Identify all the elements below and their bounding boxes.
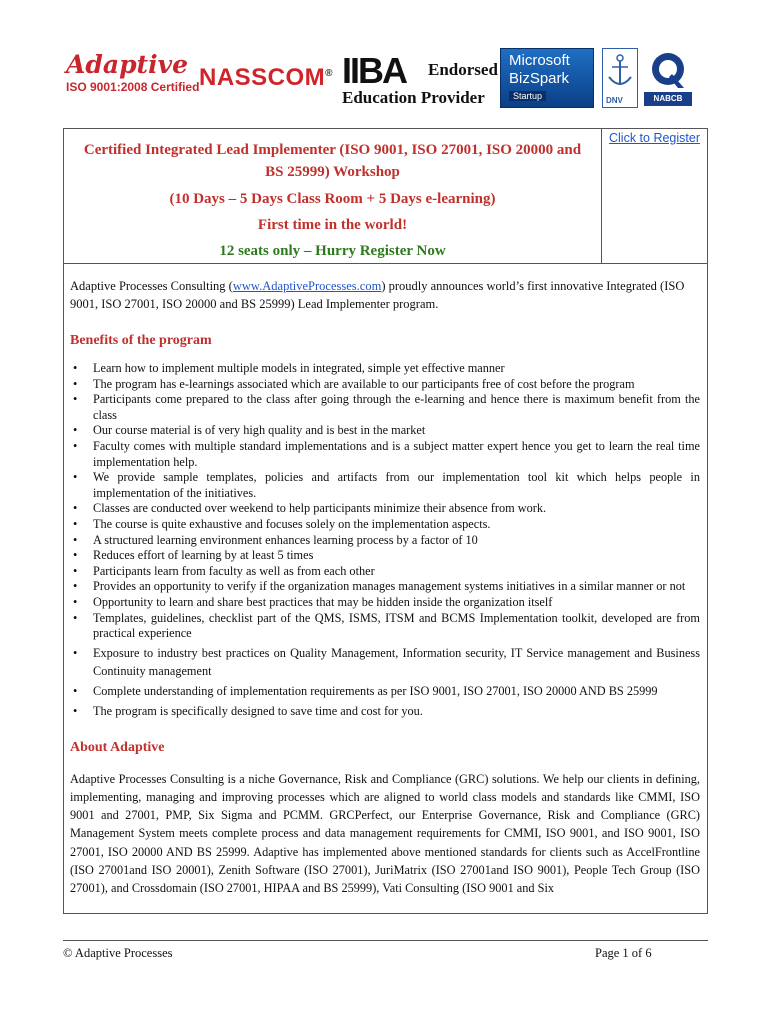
nasscom-logo-text: NASSCOM [199, 64, 326, 91]
benefits-heading: Benefits of the program [70, 333, 212, 348]
about-heading: About Adaptive [70, 739, 165, 755]
footer-copyright: © Adaptive Processes [63, 946, 173, 960]
click-to-register-link[interactable]: Click to Register [609, 131, 700, 145]
list-item: • Participants learn from faculty as well as from each other [70, 564, 700, 580]
announcement-header [64, 129, 707, 264]
adaptive-logo [66, 52, 199, 94]
benefits-list [70, 361, 700, 720]
list-item: • Complete understanding of implementation requirements as per ISO 9001, ISO 27001, ISO 20000 AND BS 25999 [70, 682, 700, 700]
nabcb-logo-label: NABCB [644, 92, 692, 106]
iiba-education-provider-text: Education Provider [342, 88, 485, 107]
list-item: • Faculty comes with multiple standard implementations and is a subject matter expert hence you get to learn the real time implementation help. [70, 439, 700, 470]
nabcb-logo [644, 48, 692, 106]
nabcb-q-icon [644, 48, 692, 92]
announcement-heading [64, 139, 601, 260]
iiba-logo-mark: IIBA [342, 50, 406, 91]
list-item: • Templates, guidelines, checklist part of the QMS, ISMS, ITSM and BCMS Implementation toolkit, developed are from practical experience [70, 611, 700, 642]
logo-strip [64, 44, 704, 114]
first-time-text: First time in the world! [257, 217, 408, 233]
intro-text-after: ) proudly announces world’s first innovative Integrated (ISO 9001, ISO 27001, ISO 20000 and BS 25999) Lead Implementer program. [70, 279, 685, 311]
list-item: • The program is specifically designed to save time and cost for you. [70, 702, 700, 720]
list-item: • Provides an opportunity to verify if the organization manages management systems initiatives in a similar manner or not [70, 579, 700, 595]
nasscom-logo [199, 64, 333, 92]
list-item: • Learn how to implement multiple models in integrated, simple yet effective manner [70, 361, 700, 377]
list-item: • Opportunity to learn and share best practices that may be hidden inside the organization itself [70, 595, 700, 611]
workshop-title: Certified Integrated Lead Implementer (ISO 9001, ISO 27001, ISO 20000 and BS 25999) Workshop [83, 142, 582, 180]
dnv-logo-label: DNV [606, 96, 623, 105]
footer-divider [63, 940, 708, 941]
list-item: • Classes are conducted over weekend to help participants minimize their absence from work. [70, 501, 700, 517]
iiba-logo [342, 50, 498, 110]
list-item: • Our course material is of very high quality and is best in the market [70, 423, 700, 439]
iiba-endorsed-text: Endorsed [428, 60, 498, 79]
about-paragraph: Adaptive Processes Consulting is a niche Governance, Risk and Compliance (GRC) solutions. We help our clients in defining, implementing, managing and improving processes which are aligned to world class models and standards like CMMI, ISO 9001 and 27001, PMP, Six Sigma and PCMM. GRCPerfect, our Enterprise Governance, Risk and Compliance (GRC) Management System meets complete process and data management requirements for CMMI, ISO 9001, and ISO 9001, ISO 27001, ISO 20000 AND BS 25999. Adaptive has implemented above mentioned standards for clients such as AccelFrontline (ISO 27001and ISO 20001), Zenith Software (ISO 27001), JuriMatrix (ISO 27001and ISO 9001), People Tech Group (ISO 27001), and Crossdomain (ISO 27001, HIPAA and BS 25999), Vati Consulting (ISO 9001 and Six [70, 771, 700, 895]
list-item: • The course is quite exhaustive and focuses solely on the implementation aspects. [70, 517, 700, 533]
microsoft-bizspark-logo [500, 48, 594, 108]
document-frame [63, 128, 708, 914]
intro-text-before: Adaptive Processes Consulting ( [70, 279, 233, 293]
header-divider [601, 129, 602, 263]
adaptive-logo-iso: ISO 9001:2008 Certified [66, 80, 200, 94]
ms-logo-line3: Startup [509, 91, 546, 101]
list-item: • We provide sample templates, policies and artifacts from our implementation tool kit which helps people in implementation of the initiatives. [70, 470, 700, 501]
document-body [70, 277, 700, 909]
seats-availability: 12 seats only – Hurry Register Now [219, 243, 446, 259]
ms-logo-line1: Microsoft [509, 52, 570, 69]
workshop-duration: (10 Days – 5 Days Class Room + 5 Days e-learning) [169, 191, 496, 207]
website-link[interactable]: www.AdaptiveProcesses.com [232, 279, 382, 293]
anchor-icon [603, 49, 637, 93]
list-item: • The program has e-learnings associated which are available to our participants free of cost before the program [70, 377, 700, 393]
dnv-anchor-logo [602, 48, 638, 108]
intro-paragraph [70, 277, 700, 313]
adaptive-logo-name: Adaptive [66, 50, 189, 79]
list-item: • Participants come prepared to the class after going through the e-learning and hence there is maximum benefit from the class [70, 392, 700, 423]
list-item: • Reduces effort of learning by at least 5 times [70, 548, 700, 564]
ms-logo-line2: BizSpark [509, 70, 570, 87]
list-item: • A structured learning environment enhances learning process by a factor of 10 [70, 533, 700, 549]
list-item: • Exposure to industry best practices on Quality Management, Information security, IT Service management and Business Continuity management [70, 644, 700, 680]
footer-page-number: Page 1 of 6 [595, 946, 652, 960]
nasscom-registered-mark: ® [325, 68, 334, 79]
